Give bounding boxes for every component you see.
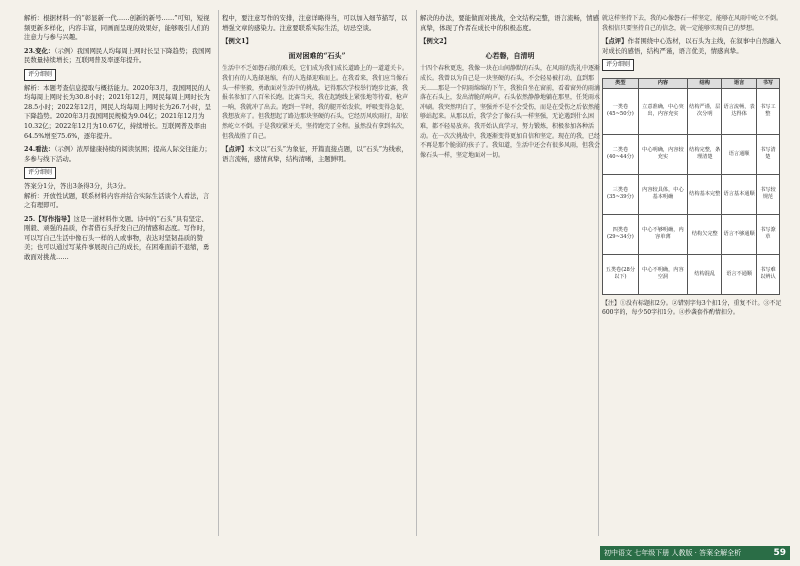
- table-cell: 一类卷(45~50分): [603, 88, 639, 134]
- table-cell: 内容较具体，中心基本明确: [638, 174, 687, 214]
- answer-column-1: [24, 14, 214, 263]
- scoring-notes: 【注】①没有标题扣2分。②错别字每3个扣1分，重复不计。③不足600字的，每少50字扣1分。④抄袭套作酌情扣分。: [602, 299, 782, 316]
- question-24-analysis: 解析：开放性试题，联系材料内容并结合实际生活谈个人看法，言之有理即可。: [24, 191, 210, 210]
- table-header-row: [603, 78, 780, 88]
- table-cell: 中心明确，内容较充实: [638, 134, 687, 174]
- table-header: 类型: [603, 78, 639, 88]
- scoring-table: [602, 78, 780, 295]
- sample-2-title: 心若磐，自清明: [485, 50, 535, 60]
- column-divider: [416, 10, 417, 536]
- table-cell: 中心不明确，内容空洞: [638, 254, 687, 294]
- table-row: [603, 214, 780, 254]
- table-header: 书写: [756, 78, 779, 88]
- table-cell: 语言流畅，表达得体: [722, 88, 756, 134]
- comment-text: 作者围绕中心选材，以石头为主线，在叙事中自然融入对成长的感悟，结构严谨，语言优美，情感真挚。: [602, 37, 781, 55]
- table-cell: 书写较规范: [756, 174, 779, 214]
- continued-comment: 解决的办法，要能做面对挑战，全文结构完整，语言流畅，情感真挚，体现了作者在成长中的积极态度。: [420, 14, 599, 32]
- table-cell: 结构混乱: [688, 254, 722, 294]
- table-cell: 书写清楚: [756, 134, 779, 174]
- table-cell: 结构基本完整: [688, 174, 722, 214]
- table-header: 内容: [638, 78, 687, 88]
- table-cell: 三类卷(35~39分): [603, 174, 639, 214]
- table-header: 结构: [688, 78, 722, 88]
- sample-1-title: 面对困难的“石头”: [288, 50, 346, 60]
- question-23-label: 23.变化：: [24, 46, 55, 55]
- question-23-answer: （示例）我国网民人均每周上网时长呈下降趋势；我国网民数量持续增长；互联网普及率逐年提升。: [24, 46, 211, 65]
- table-row: [603, 174, 780, 214]
- sample-1-label: 【例文1】: [222, 37, 253, 46]
- question-24-answer: （示例）浓厚健康持续的阅读氛围；提高人际交往能力；多参与线下活动。: [24, 145, 211, 163]
- table-row: [603, 254, 780, 294]
- page-footer: [600, 546, 790, 560]
- table-cell: 语言基本通顺: [722, 174, 756, 214]
- table-row: [603, 134, 780, 174]
- question-24-rubric: 答案分1分，答出3条得3分，共3分。: [24, 181, 130, 190]
- writing-intro: 程中，要注意写作的安排，注意详略得当，可以加入细节描写，以增强文章的感染力。注意要联系实际生活，切忌空谈。: [222, 14, 408, 32]
- question-24-label: 24.看法：: [24, 145, 55, 154]
- table-cell: 语言不够通顺: [722, 214, 756, 254]
- question-23-analysis: 解析：本题考查信息提取与概括能力。2020年3月，我国网民的人均每周上网时长为30.8小时；2021年12月，网民每周上网时长为28.5小时；2022年12月，网民人均每周上网时长为26.7小时，呈下降趋势。2020年3月我国网民规模为9.04亿；2021年12月为10.32亿；2022年12月为10.67亿，持续增长。互联网普及率由64.5%增至75.6%，逐年提升。: [24, 83, 212, 140]
- table-cell: 语言不通顺: [722, 254, 756, 294]
- comment-label: 【点评】: [602, 37, 628, 46]
- table-cell: 结构完整，条理清楚: [688, 134, 722, 174]
- table-cell: 二类卷(40~44分): [603, 134, 639, 174]
- table-cell: 结构严谨，层次分明: [688, 88, 722, 134]
- table-cell: 中心不够明确，内容单薄: [638, 214, 687, 254]
- rubric-badge: 评分细则: [602, 59, 634, 71]
- comment-label: 【点评】: [222, 145, 248, 154]
- answer-column-2: [222, 14, 412, 164]
- footer-book-title: 初中语文 七年级下册 人教版 · 答案全解全析: [604, 549, 742, 557]
- table-header: 语言: [722, 78, 756, 88]
- comment-text: 本文以“石头”为象征，开篇直接点题，以“石头”为线索，语言流畅，感情真挚，结构清晰，主题鲜明。: [222, 145, 408, 163]
- table-cell: 结构欠完整: [688, 214, 722, 254]
- table-cell: 语言通顺: [722, 134, 756, 174]
- answer-column-3: [420, 14, 600, 160]
- page-number: 59: [773, 548, 786, 558]
- table-cell: 书写难以辨认: [756, 254, 779, 294]
- question-25-guide: 这是一道材料作文题。诗中的“石头”具有坚定、刚毅、顽强的品质，作者借石头抒发自己的情感和态度。写作时，可以写自己生活中像石头一样的人或事物，表达对坚韧品质的赞美；也可以通过写某件事展现自己的成长，在困难面前不退缩，勇敢面对挑战……: [24, 214, 210, 262]
- rubric-badge: 评分细则: [24, 167, 56, 179]
- answer-column-4: [602, 14, 782, 317]
- table-cell: 书写潦草: [756, 214, 779, 254]
- sample-2-ending: 就这样坚持下去，我的心像磐石一样坚定，能够在风雨中屹立不倒。我相信只要坚持自己的信念，就一定能够实现自己的梦想。: [602, 15, 783, 32]
- table-cell: 四类卷(29~34分): [603, 214, 639, 254]
- table-cell: 书写工整: [756, 88, 779, 134]
- analysis-paragraph: 解析：根据材料一的“彰显新一代……创新的新号……”可知，短视频更新多样化，内容丰富，同画面呈现的效果好，能够吸引人们的注意力与参与兴趣。: [24, 14, 210, 42]
- table-row: [603, 88, 780, 134]
- sample-2-body: 十四个春秋更迭，我像一块在山间静默的石头，在风雨的洗礼中逐渐成长。我曾以为自己是一块坚硬的石头，不会轻易被打动，直到那天……那是一个阴雨绵绵的下午，我独自坐在窗前，看着窗外的雨滴落在石头上，发出清脆的响声。石头依然静静地躺在那里，任凭雨水冲刷。我突然明白了，坚强并不是不会受伤，而是在受伤之后依然能够站起来。从那以后，我学会了像石头一样坚强，无论遇到什么困难，都不轻易放弃。我开始认真学习，努力锻炼，积极参加各种活动。在一次次挑战中，我逐渐变得更加自信和坚定。现在的我，已经不再是那个脆弱的孩子了。我知道，生活中还会有很多风雨，但我会像石头一样，坚定地面对一切。: [420, 65, 601, 159]
- rubric-badge: 评分细则: [24, 69, 56, 81]
- sample-1-body: 生活中不乏如磐石般的难关，它们成为我们成长道路上的一道道关卡。我们有的人选择退缩，有的人选择迎难而上。在我看来，我们应当像石头一样坚毅，勇敢面对生活中的挑战。记得那次学校举行跑步比赛，我报名参加了八百米长跑。比赛当天，我在起跑线上紧张地等待着，枪声一响，我就冲了出去。跑到一半时，我的腿开始发软，呼吸变得急促，我想放弃了。但我想起了路边那块坚硬的石头，它经历风吹雨打，却依然屹立不倒。于是我咬紧牙关，坚持跑完了全程。虽然没有拿到名次，但我战胜了自己。: [222, 65, 409, 140]
- sample-2-label: 【例文2】: [420, 37, 451, 46]
- column-divider: [218, 10, 219, 536]
- table-cell: 五类卷(28分以下): [603, 254, 639, 294]
- table-cell: 立意准确，中心突出，内容充实: [638, 88, 687, 134]
- question-25-label: 25.【写作指导】: [24, 214, 74, 223]
